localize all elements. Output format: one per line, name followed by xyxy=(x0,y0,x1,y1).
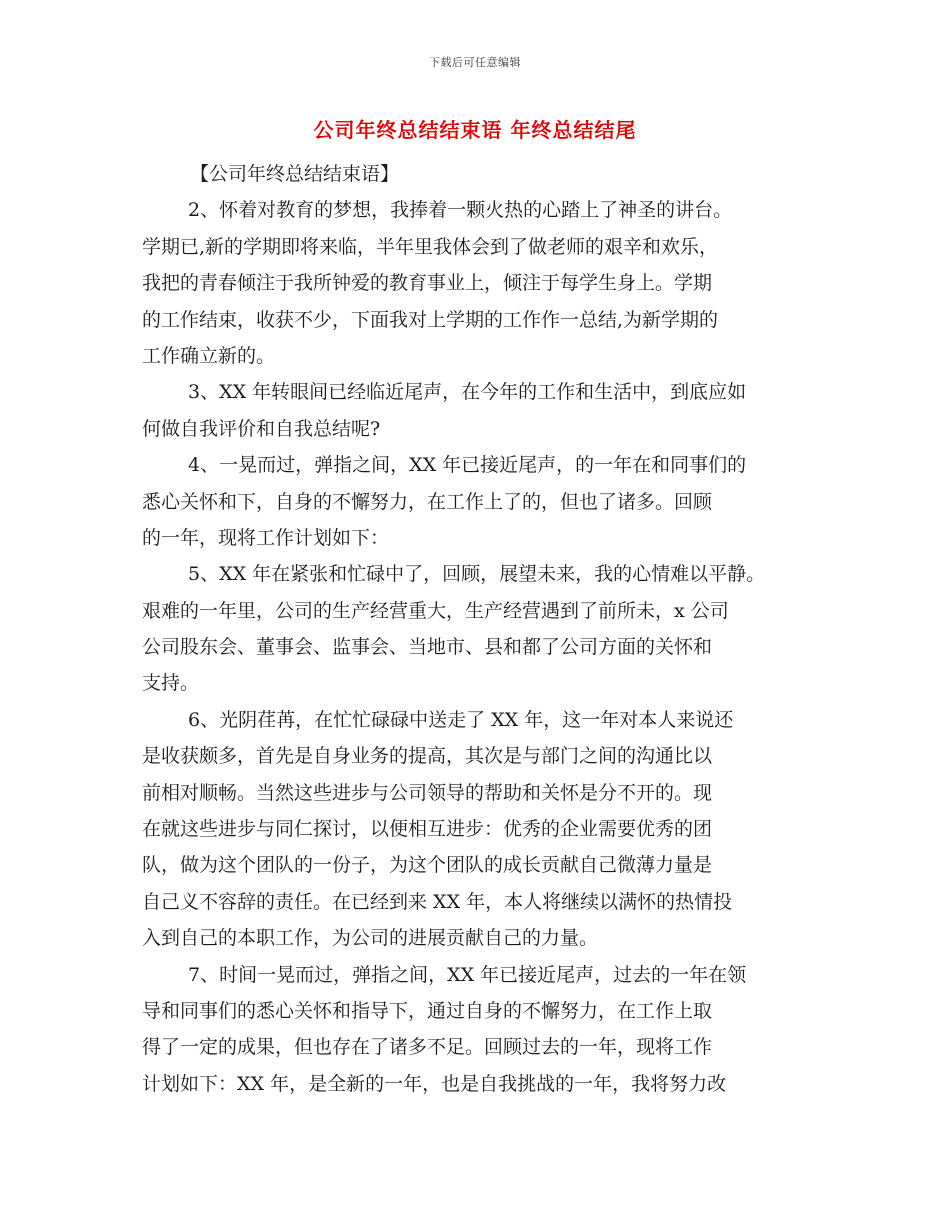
paragraph-line: 悉心关怀和下，自身的不懈努力，在工作上了的，但也了诸多。回顾 xyxy=(142,490,713,513)
paragraph-line: 入到自己的本职工作，为公司的进展贡献自己的力量。 xyxy=(142,927,599,950)
paragraph-line: 何做自我评价和自我总结呢? xyxy=(142,417,381,440)
paragraph-line: 艰难的一年里，公司的生产经营重大，生产经营遇到了前所未，x 公司 xyxy=(142,599,729,622)
paragraph-line: 队，做为这个团队的一份子，为这个团队的成长贡献自己微薄力量是 xyxy=(142,854,713,877)
paragraph-line: 工作确立新的。 xyxy=(142,344,276,367)
document-title: 公司年终总结结束语 年终总结结尾 xyxy=(313,118,637,142)
paragraph-line: 前相对顺畅。当然这些进步与公司领导的帮助和关怀是分不开的。现 xyxy=(142,781,713,804)
page-header-note: 下载后可任意编辑 xyxy=(429,56,521,69)
paragraph-line: 7、时间一晃而过，弹指之间，XX 年已接近尾声，过去的一年在领 xyxy=(188,963,747,986)
paragraph-line: 公司股东会、董事会、监事会、当地市、县和都了公司方面的关怀和 xyxy=(142,636,713,659)
paragraph-line: 自己义不容辞的责任。在已经到来 XX 年，本人将继续以满怀的热情投 xyxy=(142,890,733,913)
paragraph-line: 的一年，现将工作计划如下： xyxy=(142,526,390,549)
paragraph-line: 4、一晃而过，弹指之间，XX 年已接近尾声，的一年在和同事们的 xyxy=(188,454,747,477)
section-heading: 【公司年终总结结束语】 xyxy=(190,163,400,185)
paragraph-line: 是收获颇多，首先是自身业务的提高，其次是与部门之间的沟通比以 xyxy=(142,745,713,768)
paragraph-line: 得了一定的成果，但也存在了诸多不足。回顾过去的一年，现将工作 xyxy=(142,1036,713,1059)
document-body xyxy=(142,156,818,1102)
paragraph-line: 我把的青春倾注于我所钟爱的教育事业上，倾注于每学生身上。学期 xyxy=(142,272,713,295)
paragraph-line: 5、XX 年在紧张和忙碌中了，回顾，展望未来，我的心情难以平静。 xyxy=(188,563,766,586)
paragraph-line: 在就这些进步与同仁探讨，以便相互进步：优秀的企业需要优秀的团 xyxy=(142,818,713,841)
paragraph-line: 导和同事们的悉心关怀和指导下，通过自身的不懈努力，在工作上取 xyxy=(142,999,713,1022)
paragraph-line: 学期已,新的学期即将来临，半年里我体会到了做老师的艰辛和欢乐， xyxy=(142,235,719,258)
paragraph-line: 的工作结束，收获不少，下面我对上学期的工作作一总结,为新学期的 xyxy=(142,308,719,331)
paragraph-line: 3、XX 年转眼间已经临近尾声，在今年的工作和生活中，到底应如 xyxy=(188,381,747,404)
paragraph-line: 6、光阴荏苒，在忙忙碌碌中送走了 XX 年，这一年对本人来说还 xyxy=(188,708,734,731)
paragraph-line: 支持。 xyxy=(142,672,200,695)
paragraph-line: 计划如下：XX 年，是全新的一年，也是自我挑战的一年，我将努力改 xyxy=(142,1072,727,1095)
paragraph-line: 2、怀着对教育的梦想，我捧着一颗火热的心踏上了神圣的讲台。 xyxy=(188,199,733,222)
